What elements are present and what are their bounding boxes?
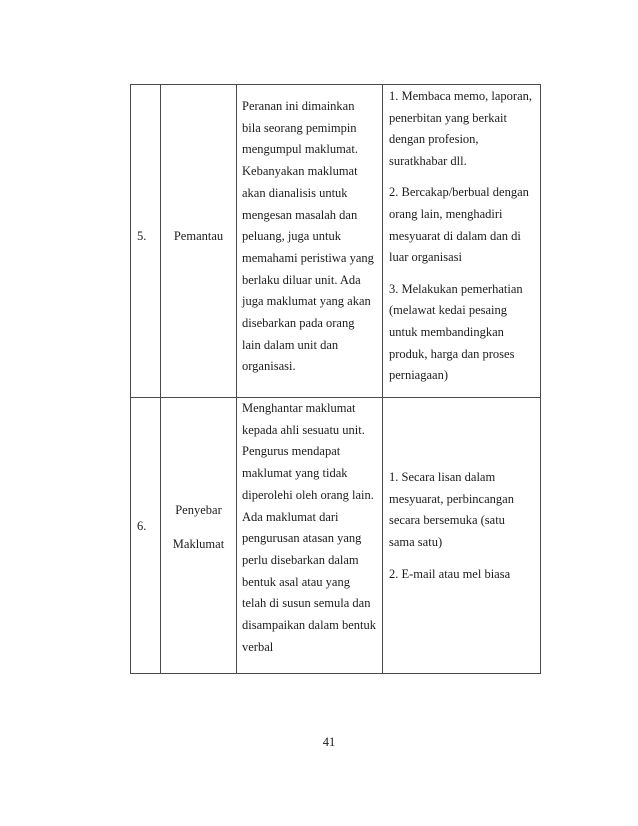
cell-description [237,398,383,674]
activity-line: 2. E-mail atau mel biasa [389,566,511,581]
activity-item [389,564,540,586]
activity-line: produk, harga dan proses [389,346,515,361]
cell-activities [383,85,541,398]
role-label: Maklumat [172,537,225,551]
activity-line: penerbitan yang berkait [389,110,508,125]
activity-line: 3. Melakukan pemerhatian [389,281,523,296]
description-line: diperolehi oleh orang lain. [242,487,374,502]
cell-activities [383,398,541,674]
description-line: pengurusan atasan yang [242,531,362,546]
activity-line: suratkhabar dll. [389,154,467,169]
activity-line: 1. Secara lisan dalam [389,470,496,484]
description-line: Kebanyakan maklumat [242,164,358,179]
activity-item [389,279,540,388]
page-number: 41 [322,735,336,749]
description-line: peluang, juga untuk [242,229,341,244]
description-line: mengumpul maklumat. [242,142,358,157]
description-line: telah di susun semula dan [242,596,371,611]
activity-item [389,182,540,269]
activity-line: (melawat kedai pesaing [389,303,508,318]
role-label: Pemantau [173,229,224,243]
description-line: maklumat yang tidak [242,466,348,481]
description-line: bentuk asal atau yang [242,574,350,589]
activity-line: 2. Bercakap/berbual dengan [389,185,529,200]
description-line: juga maklumat yang akan [242,294,371,309]
activity-line: dengan profesion, [389,132,479,147]
activity-line: luar organisasi [389,250,463,265]
description-line: berlaku diluar unit. Ada [242,272,361,287]
cell-number [131,85,161,398]
activity-line: sama satu) [389,535,443,550]
description-line: disebarkan pada orang [242,316,355,331]
cell-role [161,398,237,674]
activity-line: mesyuarat, perbincangan [389,491,514,506]
activity-line: mesyuarat di dalam dan di [389,228,521,243]
role-label: Penyebar [175,503,222,517]
description-line: disampaikan dalam bentuk [242,618,376,633]
description-line: kepada ahli sesuatu unit. [242,422,365,437]
activity-line: perniagaan) [389,368,448,383]
activity-line: secara bersemuka (satu [389,513,505,528]
cell-number [131,398,161,674]
activity-item [389,467,540,554]
description-line: memahami peristiwa yang [242,250,374,265]
cell-description [237,85,383,398]
description-line: akan dianalisis untuk [242,185,348,200]
activity-item [389,86,540,173]
description-line: perlu disebarkan dalam [242,552,359,567]
description-line: Ada maklumat dari [242,509,339,524]
description-line: Menghantar maklumat [242,401,356,415]
description-line: Peranan ini dimainkan [242,99,355,113]
description-line: organisasi. [242,359,296,374]
description-line: Pengurus mendapat [242,444,341,459]
description-line: mengesan masalah dan [242,207,358,222]
description-line: lain dalam unit dan [242,337,339,352]
description-line: verbal [242,639,274,654]
description-line: bila seorang pemimpin [242,120,357,135]
row-number: 6. [137,519,147,533]
activity-line: 1. Membaca memo, laporan, [389,89,533,103]
cell-role [161,85,237,398]
activity-line: untuk membandingkan [389,325,504,340]
activity-line: orang lain, menghadiri [389,207,503,222]
roles-table [130,84,541,674]
row-number: 5. [137,229,147,243]
